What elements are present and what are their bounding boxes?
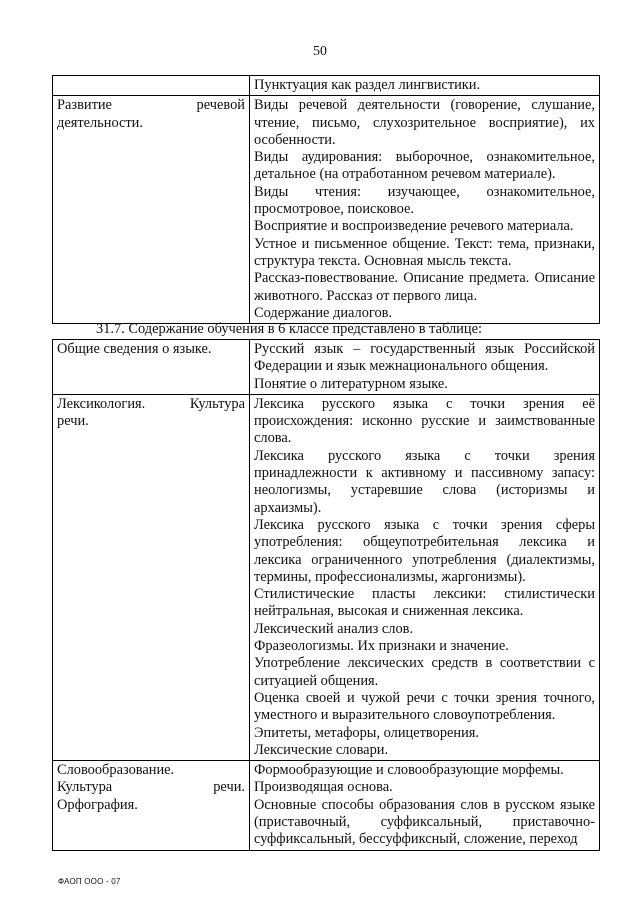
content-paragraph: Формообразующие и словообразующие морфемы. (254, 762, 564, 779)
content-paragraph: Эпитеты, метафоры, олицетворения. (254, 724, 480, 741)
content-paragraph: Лексические словари. (254, 741, 389, 758)
section-title-part: Орфография. (57, 796, 138, 813)
section-title-part: речи. (213, 779, 245, 796)
table-row (53, 76, 600, 96)
section-title-part: речи. (57, 413, 89, 430)
section-title-part: Культура (189, 395, 245, 412)
content-paragraph: Русский язык – государственный язык Российской Федерации и язык межнационального общения. (254, 341, 595, 375)
content-paragraph: Понятие о литературном языке. (254, 375, 448, 392)
section-content (250, 394, 600, 760)
section-title-language-general (53, 340, 250, 395)
table-row (53, 761, 600, 850)
table-cell-empty (53, 76, 250, 96)
content-table-grade6 (52, 339, 600, 851)
table-caption: 31.7. Содержание обучения в 6 классе представлено в таблице: (96, 321, 482, 337)
section-title-part: деятельности. (57, 114, 143, 131)
content-paragraph: Виды аудирования: выборочное, ознакомительное, детальное (на отработанном речевом материале). (254, 149, 595, 183)
content-paragraph: Содержание диалогов. (254, 304, 393, 321)
page-number: 50 (313, 44, 327, 59)
content-paragraph: Лексика русского языка с точки зрения её происхождения: исконно русские и заимствованные слова. (254, 395, 595, 447)
content-paragraph: Употребление лексических средств в соответствии с ситуацией общения. (254, 655, 595, 689)
content-paragraph: Фразеологизмы. Их признаки и значение. (254, 638, 509, 655)
content-paragraph: Стилистические пласты лексики: стилистически нейтральная, высокая и сниженная лексика. (254, 586, 595, 620)
content-paragraph: Рассказ-повествование. Описание предмета. Описание животного. Рассказ от первого лица. (254, 270, 595, 304)
document-footer-code: ФАОП ООО - 07 (58, 877, 121, 886)
content-paragraph: Лексический анализ слов. (254, 620, 414, 637)
content-paragraph: Основные способы образования слов в русском языке (приставочный, суффиксальный, приставочно-суффиксальный, бессуффиксный, сложение, переход (254, 796, 595, 848)
content-paragraph: Лексика русского языка с точки зрения принадлежности к активному и пассивному запасу: неологизмы, устаревшие слова (историзмы и архаизмы). (254, 447, 595, 516)
section-title-part: Культура (57, 779, 113, 796)
content-paragraph: Виды чтения: изучающее, ознакомительное, просмотровое, поисковое. (254, 183, 595, 218)
table-row (53, 394, 600, 760)
section-title-speech-development (53, 96, 250, 324)
section-title-part: Лексикология. (57, 395, 146, 412)
content-paragraph: Восприятие и воспроизведение речевого материала. (254, 218, 574, 235)
content-table-grade5-end (52, 75, 600, 324)
section-title-part: Словообразование. (57, 762, 175, 779)
section-title-part: речевой (196, 97, 245, 114)
content-paragraph: Производящая основа. (254, 779, 393, 796)
section-title-word-formation (53, 761, 250, 850)
section-title-part: Развитие (57, 97, 112, 114)
table-cell-text: Пунктуация как раздел лингвистики. (250, 76, 600, 96)
section-content (250, 761, 600, 850)
table-row (53, 96, 600, 324)
content-paragraph: Лексика русского языка с точки зрения сферы употребления: общеупотребительная лексика и лексика ограниченного употребления (диалектизмы, термины, профессионализмы, жаргонизмы). (254, 516, 595, 585)
section-title-part: Общие сведения о языке. (57, 341, 212, 357)
content-paragraph: Оценка своей и чужой речи с точки зрения точного, уместного и выразительного словоупотребления. (254, 689, 595, 724)
table-row (53, 340, 600, 395)
section-content (250, 340, 600, 395)
section-title-lexicology (53, 394, 250, 760)
content-paragraph: Устное и письменное общение. Текст: тема, признаки, структура текста. Основная мысль текста. (254, 235, 595, 269)
section-content (250, 96, 600, 324)
content-paragraph: Виды речевой деятельности (говорение, слушание, чтение, письмо, слухозрительное восприятие), их особенности. (254, 97, 595, 148)
